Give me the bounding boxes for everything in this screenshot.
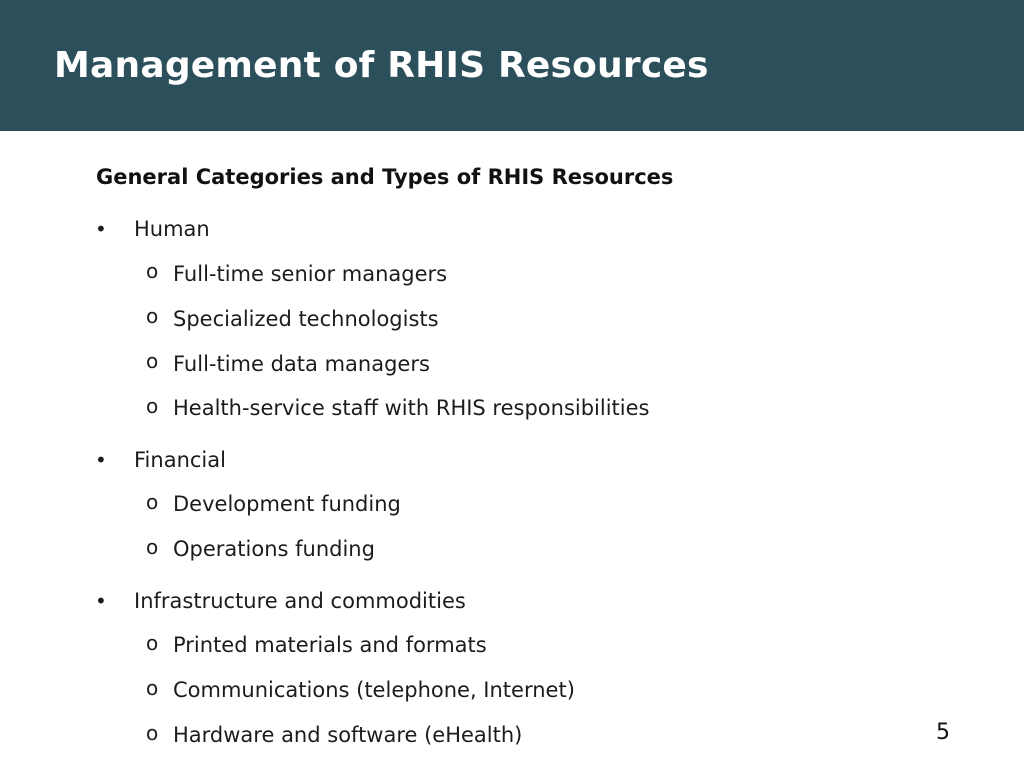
sub-bullet-marker: o	[146, 490, 159, 514]
category-infrastructure: Infrastructure and commodities	[134, 589, 466, 613]
list-item: Hardware and software (eHealth)	[173, 723, 523, 747]
category-human: Human	[134, 217, 210, 241]
bullet-marker: •	[95, 217, 107, 241]
list-item: Full-time senior managers	[173, 262, 448, 286]
sub-bullet-marker: o	[146, 349, 159, 373]
bullet-marker: •	[95, 448, 107, 472]
sub-bullet-marker: o	[146, 721, 159, 745]
list-item: Communications (telephone, Internet)	[173, 678, 575, 702]
page-number: 5	[936, 720, 950, 745]
list-item: Health-service staff with RHIS responsibilities	[173, 396, 650, 420]
title-bar	[0, 0, 1024, 131]
sub-bullet-marker: o	[146, 304, 159, 328]
section-heading: General Categories and Types of RHIS Resources	[96, 165, 674, 189]
sub-bullet-marker: o	[146, 631, 159, 655]
slide-title: Management of RHIS Resources	[54, 45, 709, 86]
list-item: Operations funding	[173, 537, 375, 561]
category-financial: Financial	[134, 448, 226, 472]
list-item: Full-time data managers	[173, 352, 430, 376]
sub-bullet-marker: o	[146, 259, 159, 283]
sub-bullet-marker: o	[146, 676, 159, 700]
list-item: Development funding	[173, 492, 401, 516]
list-item: Printed materials and formats	[173, 633, 487, 657]
sub-bullet-marker: o	[146, 535, 159, 559]
bullet-marker: •	[95, 589, 107, 613]
list-item: Specialized technologists	[173, 307, 439, 331]
sub-bullet-marker: o	[146, 394, 159, 418]
